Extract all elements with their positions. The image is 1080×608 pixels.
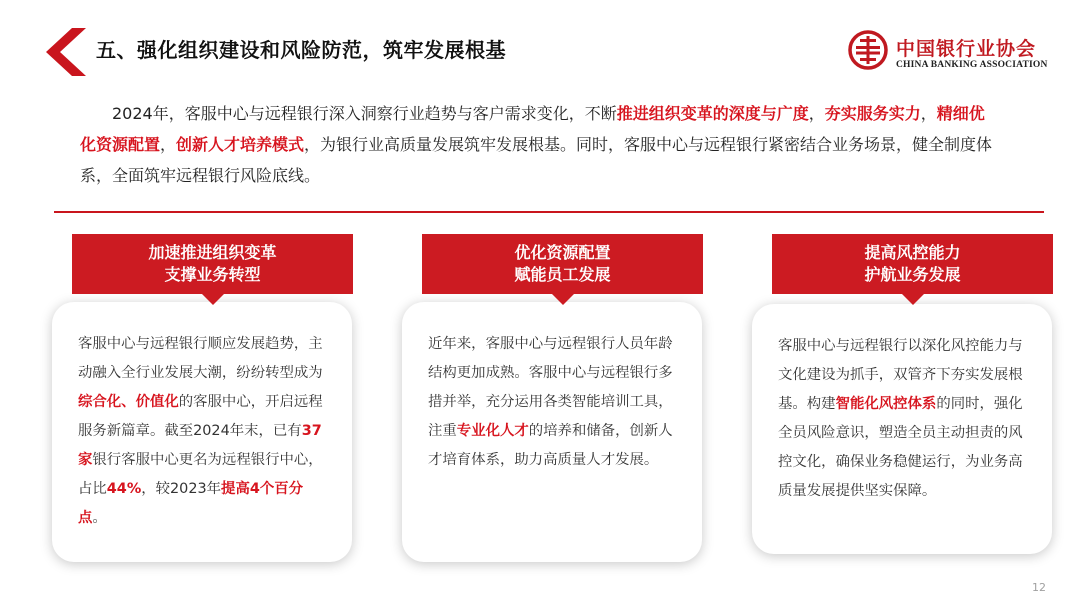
body-highlight: 44% (106, 481, 142, 497)
column-body (428, 330, 680, 475)
column-organization (52, 234, 352, 574)
body-highlight: 提高4个百分点 (78, 481, 304, 526)
column-header-line: 提高风控能力 (864, 243, 961, 262)
body-highlight: 37家 (78, 423, 322, 468)
column-header (72, 234, 353, 294)
body-text: ，较2023年 (141, 481, 222, 497)
logo-english-name: CHINA BANKING ASSOCIATION (896, 60, 1048, 70)
column-body (778, 332, 1030, 506)
intro-highlight: 夯实服务实力 (824, 104, 921, 123)
column-card (52, 302, 352, 562)
logo-chinese-name: 中国银行业协会 (896, 38, 1037, 60)
page-number: 12 (1032, 581, 1046, 594)
column-header-line: 优化资源配置 (514, 243, 611, 262)
logo (848, 30, 1060, 74)
column-header-line: 护航业务发展 (864, 265, 961, 284)
body-text: 。 (92, 510, 107, 526)
column-header-line: 支撑业务转型 (164, 265, 261, 284)
body-highlight: 智能化风控体系 (835, 396, 937, 412)
intro-paragraph (80, 98, 1000, 191)
body-text: 近年来，客服中心与远程银行人员年龄结构更加成熟。客服中心与远程银行多措并举，充分运用各类智能培训工具，注重 (428, 336, 673, 439)
body-text: 客服中心与远程银行以深化风控能力与文化建设为抓手，双管齐下夯实发展根基。构建 (778, 338, 1023, 412)
intro-text: ， (920, 104, 937, 123)
intro-text: ， (160, 135, 177, 154)
column-header-line: 赋能员工发展 (514, 265, 611, 284)
intro-highlight: 创新人才培养模式 (176, 135, 305, 154)
page-title: 五、强化组织建设和风险防范，筑牢发展根基 (96, 38, 506, 62)
section-divider (54, 211, 1044, 213)
body-text: 的培养和储备，创新人才培育体系，助力高质量人才发展。 (428, 423, 673, 468)
column-card (752, 304, 1052, 554)
body-highlight: 专业化人才 (456, 423, 529, 439)
column-body (78, 330, 330, 533)
intro-highlight: 推进组织变革的深度与广度 (616, 104, 809, 123)
back-chevron-icon (46, 28, 86, 76)
column-header (422, 234, 703, 294)
column-risk-control (752, 234, 1052, 574)
intro-text: 2024年，客服中心与远程银行深入洞察行业趋势与客户需求变化，不断 (112, 104, 617, 123)
column-header (772, 234, 1053, 294)
body-text: 的客服中心，开启远程服务新篇章。截至2024年末，已有 (78, 394, 323, 439)
body-text: 客服中心与远程银行顺应发展趋势，主动融入全行业发展大潮，纷纷转型成为 (78, 336, 323, 381)
intro-text: ，为银行业高质量发展筑牢发展根基。同时，客服中心与远程银行紧密结合业务场景，健全制度体系，全面筑牢远程银行风险底线。 (80, 135, 993, 185)
body-text: 银行客服中心更名为远程银行中心，占比 (78, 452, 323, 497)
column-resources (402, 234, 702, 574)
china-banking-association-emblem-icon (848, 30, 888, 70)
body-text: 的同时，强化全员风险意识，塑造全员主动担责的风控文化，确保业务稳健运行，为业务高质量发展提供坚实保障。 (778, 396, 1023, 499)
intro-text: ， (808, 104, 825, 123)
column-header-line: 加速推进组织变革 (148, 243, 277, 262)
column-card (402, 302, 702, 562)
body-highlight: 综合化、价值化 (78, 394, 179, 410)
intro-highlight: 精细优化资源配置 (80, 104, 985, 154)
